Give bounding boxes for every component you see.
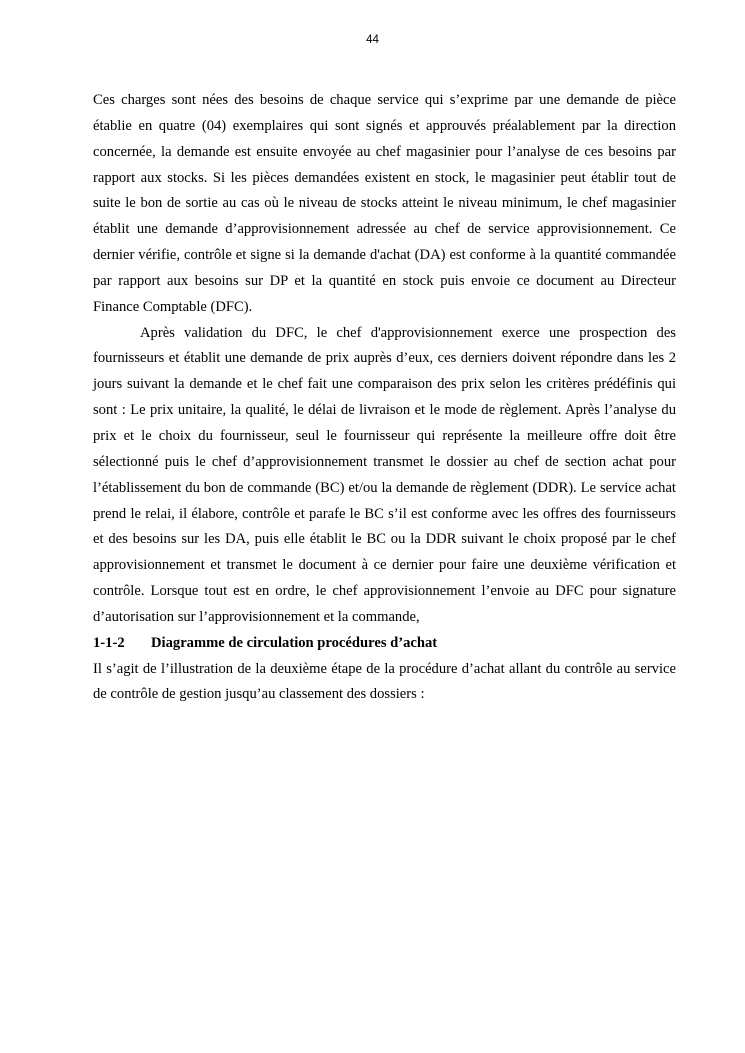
section-title: Diagramme de circulation procédures d’achat xyxy=(151,634,438,651)
paragraph-illustration: Il s’agit de l’illustration de la deuxième étape de la procédure d’achat allant du contrôle au service de contrôle de gestion jusqu’au classement des dossiers : xyxy=(93,660,676,703)
document-body xyxy=(93,88,676,708)
section-number: 1-1-2 xyxy=(93,634,125,651)
paragraph-validation: Après validation du DFC, le chef d'approvisionnement exerce une prospection des fournisseurs et établit une demande de prix auprès d’eux, ces derniers doivent répondre dans les 2 jours suivant la demande et le chef fait une comparaison des prix selon les critères prédéfinis qui sont : Le prix unitaire, la qualité, le délai de livraison et le mode de règlement. Après l’analyse du prix et le choix du fournisseur, seul le fournisseur qui représente la meilleure offre doit être sélectionné puis le chef d’approvisionnement transmet le dossier au chef de section achat pour l’établissement du bon de commande (BC) et/ou la demande de règlement (DDR). Le service achat prend le relai, il élabore, contrôle et parafe le BC s’il est conforme avec les offres des fournisseurs et des besoins sur les DA, puis elle établit le BC ou la DDR suivant le choix proposé par le chef approvisionnement et transmet le document à ce dernier pour faire une deuxième vérification et contrôle. Lorsque tout est en ordre, le chef approvisionnement l’envoie au DFC pour signature d’autorisation sur l’approvisionnement et la commande, xyxy=(93,324,676,625)
paragraph-charges: Ces charges sont nées des besoins de chaque service qui s’exprime par une demande de pièce établie en quatre (04) exemplaires qui sont signés et approuvés préalablement par la direction concernée, la demande est ensuite envoyée au chef magasinier pour l’analyse de ces besoins par rapport aux stocks. Si les pièces demandées existent en stock, le magasinier peut établir tout de suite le bon de sortie au cas où le niveau de stocks atteint le niveau minimum, le chef magasinier établit une demande d’approvisionnement adressée au chef de service approvisionnement. Ce dernier vérifie, contrôle et signe si la demande d'achat (DA) est conforme à la quantité commandée par rapport aux besoins sur DP et la quantité en stock puis envoie ce document au Directeur Finance Comptable (DFC). xyxy=(93,92,676,315)
section-heading xyxy=(93,631,676,657)
page-number: 44 xyxy=(366,34,379,46)
